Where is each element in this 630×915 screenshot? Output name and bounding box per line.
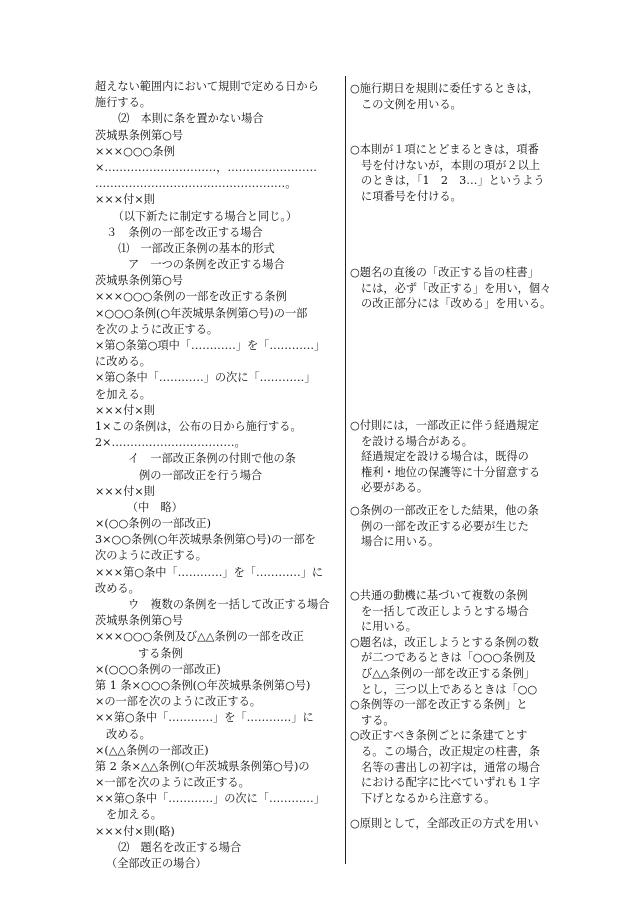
- example-line: ウ 複数の条例を一括して改正する場合: [128, 598, 330, 611]
- example-line: ×××○○○条例及び△△条例の一部を改正: [95, 630, 304, 644]
- note-line: 場合に用いる。: [361, 535, 440, 549]
- example-line: 施行する。: [95, 96, 151, 110]
- example-line: ×第○条中「…………」の次に「…………」: [95, 371, 316, 385]
- note-line: この文例を用いる。: [361, 97, 462, 111]
- note-line: ○共通の動機に基づいて複数の条例: [350, 589, 528, 602]
- example-line: 茨城県条例第○号: [95, 614, 184, 628]
- example-line: ×一部を次のように改正する。: [95, 776, 250, 790]
- note-line: に項番号を付ける。: [361, 189, 462, 203]
- note-line: を設ける場合がある。: [361, 434, 473, 448]
- note-line: ○条例等の一部を改正する条例」と: [350, 698, 528, 712]
- example-text-column: [95, 79, 343, 872]
- example-line: ×××○○○条例の一部を改正する条例: [95, 290, 287, 304]
- note-line: ○題名は，改正しようとする条例の数: [350, 635, 539, 649]
- example-line: ⑵ 本則に条を置かない場合: [118, 112, 264, 126]
- example-line: ×の一部を次のように改正する。: [95, 695, 261, 709]
- note-line: 経過規定を設ける場合は，既得の: [361, 450, 529, 464]
- example-line: ×××付×則: [95, 403, 155, 417]
- example-line: ×××○○○条例: [95, 144, 175, 158]
- example-line: （全部改正の場合）: [106, 857, 207, 870]
- note-line: ○条例の一部改正をした結果，他の条: [350, 504, 539, 517]
- example-line: 改める。: [106, 727, 151, 741]
- note-block: [350, 81, 555, 112]
- note-block: [350, 418, 555, 496]
- note-line: る。この場合，改正規定の柱書，条: [361, 744, 541, 758]
- example-line: ３ 条例の一部を改正する場合: [106, 225, 263, 239]
- example-line: （以下新たに制定する場合と同じ。）: [112, 209, 298, 223]
- example-line: 改める。: [95, 581, 140, 595]
- note-line: 権利・地位の保護等に十分留意する: [361, 465, 541, 479]
- example-line: を加える。: [106, 808, 162, 822]
- example-line: ×(△△条例の一部改正): [95, 743, 209, 757]
- example-line: 茨城県条例第○号: [95, 274, 184, 288]
- example-line: を次のように改正する。: [95, 322, 219, 336]
- example-line: 第 1 条×○○○条例(○年茨城県条例第○号): [95, 678, 311, 692]
- note-line: とし，三つ以上であるときは「○○: [361, 682, 538, 696]
- example-line: ⑵ 題名を改正する場合: [118, 840, 242, 854]
- example-line: に改める。: [95, 355, 151, 369]
- example-line: ××第○条中「…………」を「…………」に: [95, 711, 314, 725]
- note-line: び△△条例の一部を改正する条例」: [361, 666, 535, 680]
- example-line: ⑴ 一部改正条例の基本的形式: [118, 241, 275, 255]
- example-line: ×××付×則(略): [95, 824, 175, 838]
- note-line: を一括して改正しようとする場合: [361, 604, 529, 618]
- example-line: （中 略）: [126, 500, 183, 514]
- note-block: [350, 265, 555, 312]
- note-line: ○改正すべき条例ごとに条建てとす: [350, 729, 528, 743]
- example-line: ××第○条中「…………」の次に「…………」: [95, 792, 325, 806]
- note-line: に用いる。: [361, 620, 417, 634]
- example-line: ×××付×則: [95, 193, 155, 207]
- note-line: には，必ず「改正する」を用い，個々: [361, 281, 552, 295]
- note-block: [350, 816, 555, 832]
- example-line: ×(○○条例の一部改正): [95, 517, 211, 531]
- note-line: 名等の書出しの初字は，通常の場合: [361, 760, 541, 774]
- example-line: イ 一部改正条例の付則で他の条: [128, 452, 296, 466]
- note-line: する。: [361, 713, 395, 727]
- note-block: [350, 588, 555, 806]
- note-line: ○題名の直後の「改正する旨の柱書」: [350, 266, 539, 279]
- example-line: ……………………………………………。: [95, 177, 297, 191]
- column-divider: [345, 76, 346, 864]
- note-line: のときは，「1 2 3…」というよう: [361, 174, 545, 188]
- example-line: 3×○○条例(○年茨城県条例第○号)の一部を: [95, 533, 316, 547]
- example-line: ×(○○○条例の一部改正): [95, 662, 221, 676]
- note-line: ○原則として，全部改正の方式を用い: [350, 817, 539, 830]
- note-line: ○施行期日を規則に委任するときは，: [350, 82, 539, 95]
- note-block: [350, 142, 555, 204]
- example-line: ×○○○条例(○年茨城県条例第○号)の一部: [95, 306, 308, 320]
- note-line: 号を付けないが，本則の項が２以上: [361, 158, 541, 172]
- note-line: 必要がある。: [361, 481, 429, 495]
- example-line: ア 一つの条例を改正する場合: [128, 258, 285, 272]
- example-line: する条例: [137, 646, 183, 660]
- example-line: 例の一部改正を行う場合: [139, 468, 263, 482]
- example-line: ×第○条第○項中「…………」を「…………」: [95, 339, 326, 352]
- note-line: 下げとなるから注意する。: [361, 791, 496, 805]
- example-line: 1×この条例は，公布の日から施行する。: [95, 419, 302, 433]
- example-line: 2×……………………………。: [95, 436, 246, 450]
- example-line: ×××付×則: [95, 484, 155, 498]
- note-line: 例の一部を改正する必要が生じた: [361, 519, 529, 533]
- note-line: ○付則には，一部改正に伴う経過規定: [350, 419, 539, 432]
- note-line: が二つであるときは「○○○条例及: [361, 651, 536, 665]
- example-line: 第 2 条×△△条例(○年茨城県条例第○号)の: [95, 759, 310, 773]
- note-line: ○本則が１項にとどまるときは，項番: [350, 143, 539, 156]
- note-block: [350, 503, 555, 550]
- note-line: の改正部分には「改める」を用いる。: [361, 297, 552, 311]
- example-line: 超えない範囲内において規則で定める日から: [95, 80, 319, 93]
- example-line: 次のように改正する。: [95, 549, 207, 563]
- example-line: を加える。: [95, 387, 151, 401]
- example-line: ×…………………………，……………………: [95, 160, 317, 174]
- example-line: ×××第○条中「…………」を「…………」に: [95, 565, 324, 579]
- note-line: における配字に比べていずれも１字: [361, 776, 541, 790]
- example-line: 茨城県条例第○号: [95, 128, 184, 142]
